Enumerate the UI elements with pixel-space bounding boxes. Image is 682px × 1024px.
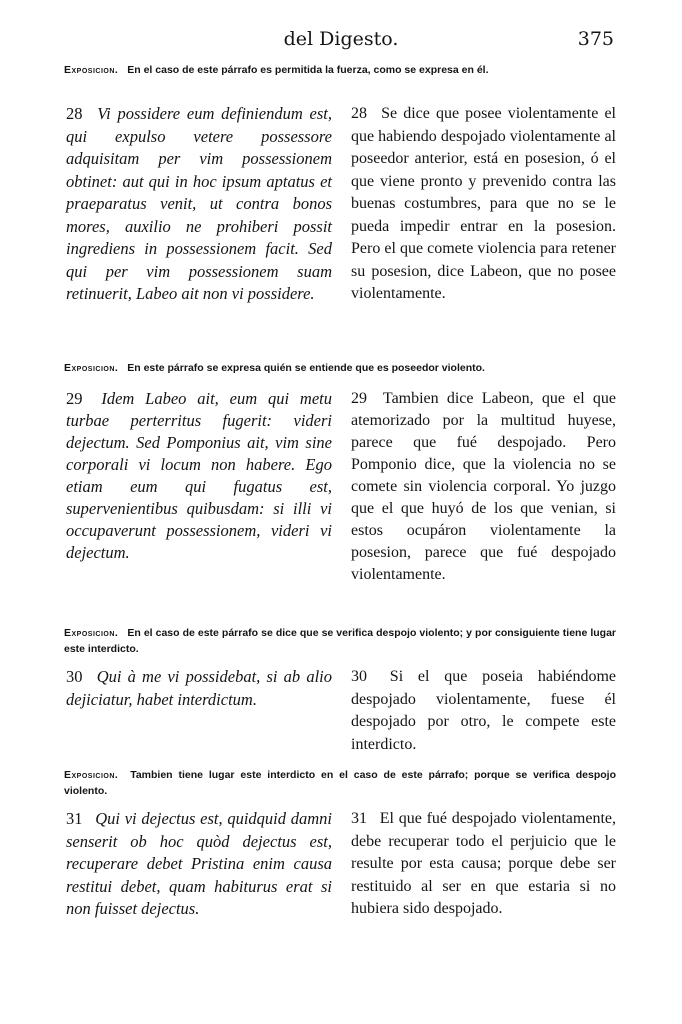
page-header [0,28,682,54]
latin-paragraph [66,388,332,564]
exposicion-text: En el caso de este párrafo es permitida la fuerza, como se expresa en él. [127,64,489,76]
latin-paragraph [66,666,332,711]
spanish-text: El que fué despojado violentamente, debe recuperar todo el perjuicio que le resulte por esta causa; porque debe ser restituido al ser en que estaria si no hubiera sido despojado. [351,810,616,917]
spanish-text: Tambien dice Labeon, que el que atemorizado por la multitud huyese, parece que fué despojado. Pero Pomponio dice, que la violencia no se comete sin violencia corporal. Yo juzgo que el que huyó de los que venian, si estos ocupáron violentamente la posesion, parece que fué despojado violentamente. [351,390,616,583]
exposicion-note [64,62,616,78]
exposicion-text: En el caso de este párrafo se dice que se verifica despojo violento; y por consiguiente tiene lugar este interdicto. [64,627,616,655]
paragraph-number: 31 [351,810,367,827]
paragraph-number: 28 [66,104,83,123]
paragraph-number: 31 [66,809,83,828]
paragraph-number: 30 [351,668,367,685]
spanish-paragraph [351,388,616,586]
running-title: del Digesto. [283,28,399,50]
paragraph-number: 28 [351,105,367,122]
latin-text: Idem Labeo ait, eum qui metu turbae perterritus fugerit: videri dejectum. Sed Pomponius ait, vim sine corporali vi locum non habere. Ego etiam eum qui fugatus est, supervenientibus quibusdam: si illi vi occupaverunt possessionem, videri vi dejectum. [66,389,332,562]
exposicion-note [64,767,616,799]
spanish-text: Se dice que posee violentamente el que habiendo despojado violentamente al poseedor anterior, está en posesion, ó el que viene pronto y prevenido contra las buenas costumbres, para que no se le pueda impedir entrar en la posesion. Pero el que comete violencia para retener su posesion, dice Labeon, que no posee violentamente. [351,105,617,302]
spanish-paragraph [351,103,616,306]
latin-paragraph [66,808,332,921]
spanish-text: Si el que poseia habiéndome despojado violentamente, fuese él despojado por otro, le compete este interdicto. [351,668,617,753]
exposicion-label: Exposicion. [64,362,119,374]
spanish-paragraph [351,666,616,756]
latin-paragraph [66,103,332,306]
spanish-paragraph [351,808,616,921]
latin-text: Vi possidere eum definiendum est, qui expulso vetere possessore adquisitam per vim possessionem obtinet: aut qui in hoc ipsum aptatus et praeparatus venit, ut contra bonos mores, auxilio ne prohiberi possit ingrediens in possessionem facit. Sed qui per vim possessionem suam retinuerit, Labeo ait non vi possidere. [66,104,332,303]
exposicion-text: Tambien tiene lugar este interdicto en el caso de este párrafo; porque se verifica despojo violento. [64,769,616,797]
latin-text: Qui à me vi possidebat, si ab alio dejiciatur, habet interdictum. [66,667,333,709]
exposicion-label: Exposicion. [64,64,119,76]
exposicion-label: Exposicion. [64,769,119,781]
exposicion-label: Exposicion. [64,627,119,639]
paragraph-number: 29 [66,389,83,408]
exposicion-note [64,360,616,376]
page-number: 375 [577,28,614,50]
paragraph-number: 30 [66,667,83,686]
paragraph-number: 29 [351,390,367,407]
exposicion-text: En este párrafo se expresa quién se entiende que es poseedor violento. [127,362,485,374]
latin-text: Qui vi dejectus est, quidquid damni senserit ob hoc quòd dejectus est, recuperare debet Pristina enim causa restitui debet, quam habiturus erat si non fuisset dejectus. [66,809,332,918]
exposicion-note [64,625,616,657]
